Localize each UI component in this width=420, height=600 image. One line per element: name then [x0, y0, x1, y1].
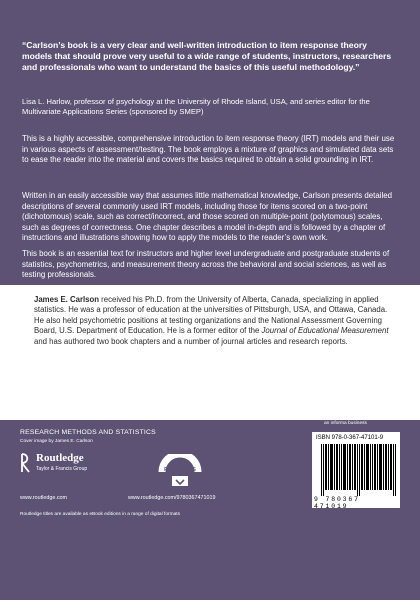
publisher-name: Routledge	[36, 452, 84, 464]
description-section	[0, 0, 420, 262]
resources-icon	[156, 454, 204, 492]
cover-credit: Cover image by James E. Carlson	[20, 439, 93, 444]
barcode	[321, 444, 396, 496]
series-name: RESEARCH METHODS AND STATISTICS	[20, 429, 156, 436]
barcode-digits: 9 780367 471019	[314, 496, 360, 510]
endorsement-quote: “Carlson’s book is a very clear and well-written introduction to item response theory models that should prove very useful to a wide range of students, instructors, researchers and professionals who want to understand the basics of this useful methodology.”	[22, 40, 392, 72]
informa-tagline: an informa business	[324, 421, 367, 426]
routledge-r-icon	[20, 452, 31, 474]
author-bio-box	[0, 285, 420, 420]
isbn-label: ISBN 978-0-367-47101-9	[316, 435, 384, 441]
description-paragraph-2: Written in an easily accessible way that assumes little mathematical knowledge, Carlson presents detailed descriptions of several commonly used IRT models, including those for items scored on a two-point (dichotomous) scale, such as correct/incorrect, and those scored on multiple-point (polytomous) scales, such as degrees of correctness. One chapter describes a model in-depth and is followed by a chapter of instructions and illustrations showing how to apply the models to the reader’s own work.	[22, 191, 393, 242]
description-paragraph-1: This is a highly accessible, comprehensive introduction to item response theory (IRT) models and their use in various aspects of assessment/testing. The book employs a mixture of graphics and simulated data sets to ease the reader into the material and covers the basics required to obtain a solid grounding in IRT.	[22, 134, 395, 164]
resources-label: RESOURCES	[164, 467, 196, 473]
journal-title: Journal of Educational Measurement	[261, 326, 389, 336]
footer	[0, 420, 420, 600]
publisher-url: www.routledge.com	[20, 495, 68, 501]
author-bio-part-1: received his Ph.D. from the University of Alberta, Canada, specializing in applied statistics. He was a professor of education at the universities of Pittsburgh, USA, and Ottawa, Canada. He also held psychometric positions at testing organizations and the National Assessment Governing Board, U.S. Department of Education. He is a former editor of the	[34, 295, 388, 336]
ebook-footnote: Routledge titles are available as eBook editions in a range of digital formats	[20, 512, 180, 517]
publisher-group: Taylor & Francis Group	[36, 466, 88, 472]
author-bio	[34, 295, 394, 347]
endorsement-attribution: Lisa L. Harlow, professor of psychology at the University of Rhode Island, USA, and series editor for the Multivariate Applications Series (sponsored by SMEP)	[22, 97, 370, 116]
author-name: James E. Carlson	[34, 295, 100, 304]
isbn-barcode-box	[312, 432, 400, 508]
description-paragraph-3: This book is an essential text for instructors and higher level undergraduate and postgraduate students of statistics, psychometrics, and measurement theory across the behavioral and social sciences, as well as testing professionals.	[22, 249, 390, 279]
publisher-logo	[20, 450, 130, 480]
author-bio-part-2: and has authored two book chapters and a number of journal articles and research reports.	[34, 336, 348, 346]
resources-url: www.routledge.com/9780367471019	[128, 495, 216, 501]
